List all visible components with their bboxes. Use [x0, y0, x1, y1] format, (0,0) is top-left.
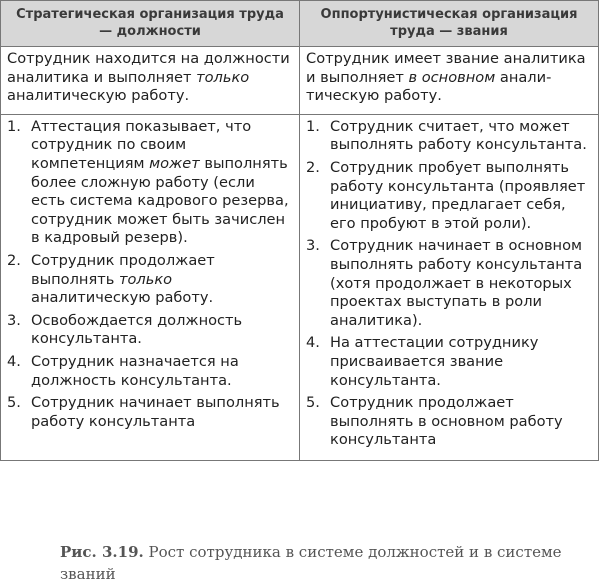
step-number: 1.	[306, 117, 320, 135]
step-text: Сотрудник начинает в основном выполнять работу консультанта (хотя продолжает в некоторых проектах выступать в роли аналитика).	[330, 237, 583, 329]
right-intro-text: Сотрудник имеет звание аналитика и выполняет	[306, 50, 586, 86]
list-item	[306, 237, 592, 330]
right-intro-emphasis: в основном	[408, 68, 496, 86]
figure-label: Рис. 3.19.	[60, 543, 144, 561]
step-emphasis: только	[118, 270, 173, 288]
step-text: На аттестации сотруднику присваивается звание консультанта.	[330, 334, 539, 389]
list-item	[306, 159, 592, 233]
step-number: 2.	[306, 158, 320, 176]
step-number: 2.	[7, 251, 21, 269]
right-intro-text-end: аналитическую работу.	[306, 68, 552, 105]
list-item	[7, 118, 293, 248]
step-text-end: выполнять более сложную работу (если есть система кадрового резерва, сотрудник может быть зачислен в кадровый резерв).	[31, 154, 289, 247]
step-number: 3.	[7, 311, 21, 329]
right-steps-cell	[300, 114, 599, 460]
step-number: 3.	[306, 237, 320, 255]
figure-caption-text: Рост сотрудника в системе должностей и в системе званий	[60, 543, 562, 583]
header-opportunistic: Оппортунистическая организация труда — звания	[300, 1, 599, 47]
left-steps-cell	[1, 114, 300, 460]
right-intro-cell	[300, 47, 599, 115]
step-number: 4.	[306, 334, 320, 352]
step-number: 5.	[306, 394, 320, 412]
step-text: Сотрудник продолжает выполнять в основном работу консультанта	[330, 394, 563, 449]
list-item	[7, 353, 293, 390]
list-item	[306, 334, 592, 390]
left-intro-text: Сотрудник находится на должности аналитика и выполняет	[7, 50, 290, 86]
step-text: Сотрудник пробует выполнять работу консультанта (проявляет инициативу, предлагает себя, его пробуют в этой роли).	[330, 158, 586, 232]
left-intro-cell	[1, 47, 300, 115]
list-item	[7, 312, 293, 349]
header-strategic: Стратегическая организация труда — должности	[1, 1, 300, 47]
left-steps-list	[7, 118, 293, 432]
step-text: Сотрудник продолжает выполнять	[31, 251, 215, 288]
step-text: Аттестация показывает, что сотрудник по своим компетенциям	[31, 117, 252, 172]
step-number: 4.	[7, 352, 21, 370]
list-item	[7, 394, 293, 431]
step-text: Сотрудник назначается на должность консультанта.	[31, 352, 239, 389]
figure-caption	[60, 541, 590, 585]
list-item	[306, 118, 592, 155]
list-item	[7, 252, 293, 308]
step-number: 5.	[7, 394, 21, 412]
left-intro-text-end: аналитическую работу.	[7, 87, 190, 105]
step-number: 1.	[7, 117, 21, 135]
step-text-end: аналитическую работу.	[31, 289, 214, 307]
step-text: Освобождается должность консультанта.	[31, 311, 243, 348]
step-text: Сотрудник начинает выполнять работу консультанта	[31, 394, 280, 430]
intro-row	[1, 47, 599, 115]
right-steps-list	[306, 118, 592, 450]
step-emphasis: может	[149, 154, 200, 172]
step-text: Сотрудник считает, что может выполнять работу консультанта.	[330, 117, 587, 154]
header-row	[1, 1, 599, 47]
list-item	[306, 394, 592, 450]
steps-row	[1, 114, 599, 460]
left-intro-emphasis: только	[196, 68, 250, 86]
